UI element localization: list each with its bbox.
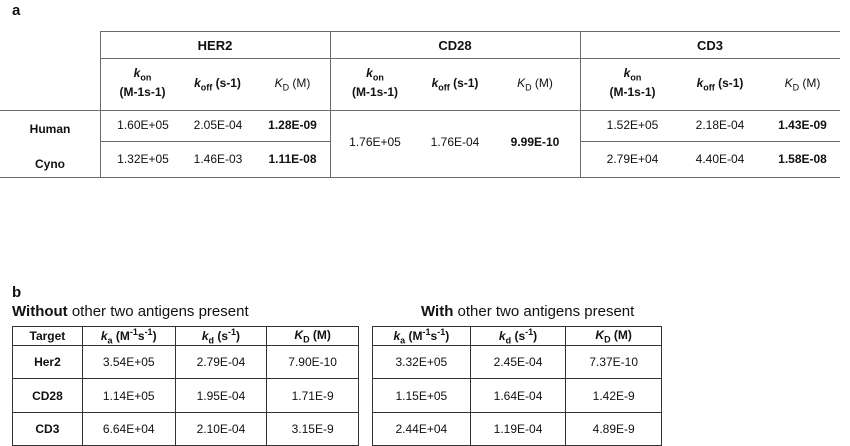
th-target: Target	[13, 327, 83, 346]
row-label-cyno: Cyno	[35, 157, 65, 171]
cd3-koff-header: $k_{off}$ (s-1)	[696, 76, 744, 93]
left-title-rest: other two antigens present	[67, 303, 249, 320]
panel-a-vline-3	[580, 31, 581, 178]
without-cd28-kd: 1.95E-04	[175, 379, 267, 413]
group-header-cd3: CD3	[696, 38, 723, 53]
target-cd3: CD3	[13, 413, 83, 446]
without-cd3-KD: 3.15E-9	[267, 413, 359, 446]
th-KD: $K_D$ (M)	[267, 327, 359, 346]
th-ka: $k_a$ $(M^{-1}s^{-1})$	[82, 327, 175, 346]
without-cd3-ka: 6.64E+04	[82, 413, 175, 446]
panel-b-label: b	[12, 284, 22, 301]
her2-cyno-koff: 1.46E-03	[193, 152, 243, 166]
cd28-kd-header: $K_D$ (M)	[517, 76, 553, 93]
table-with-header	[373, 327, 662, 346]
th-KD-with: $K_D$ (M)	[566, 327, 662, 346]
table-row	[13, 379, 359, 413]
target-her2: Her2	[13, 346, 83, 379]
panel-a-vline-2	[330, 31, 331, 178]
cd3-kon-header: $k_{on}$ (M-1s-1)	[609, 66, 656, 100]
without-her2-kd: 2.79E-04	[175, 346, 267, 379]
th-ka-with: $k_a$ $(M^{-1}s^{-1})$	[373, 327, 471, 346]
without-cd28-KD: 1.71E-9	[267, 379, 359, 413]
with-cd3-KD: 4.89E-9	[566, 413, 662, 446]
panel-a-vline-1	[100, 31, 101, 178]
cd28-koff: 1.76E-04	[430, 135, 480, 149]
with-cd3-ka: 2.44E+04	[373, 413, 471, 446]
with-her2-ka: 3.32E+05	[373, 346, 471, 379]
her2-cyno-kon: 1.32E+05	[117, 152, 169, 166]
her2-human-kd: 1.28E-09	[268, 118, 317, 132]
cd3-cyno-kon: 2.79E+04	[606, 152, 659, 166]
panel-a-header-rule	[0, 110, 840, 111]
right-title-bold: With	[421, 303, 454, 320]
her2-kd-header: $K_D$ (M)	[274, 76, 311, 93]
target-cd28: CD28	[13, 379, 83, 413]
without-cd3-kd: 2.10E-04	[175, 413, 267, 446]
panel-a-label: a	[12, 2, 21, 19]
cd3-human-koff: 2.18E-04	[695, 118, 745, 132]
cd3-human-kd: 1.43E-09	[778, 118, 827, 132]
th-kd: $k_d$ $(s^{-1})$	[175, 327, 267, 346]
table-with	[372, 326, 662, 446]
without-her2-KD: 7.90E-10	[267, 346, 359, 379]
cd28-koff-header: $k_{off}$ (s-1)	[431, 76, 479, 93]
panel-a-group-rule	[100, 58, 840, 59]
with-cd28-ka: 1.15E+05	[373, 379, 471, 413]
with-her2-KD: 7.37E-10	[566, 346, 662, 379]
table-row	[373, 379, 662, 413]
her2-human-koff: 2.05E-04	[193, 118, 243, 132]
cd3-cyno-kd: 1.58E-08	[778, 152, 827, 166]
with-cd28-kd: 1.64E-04	[470, 379, 566, 413]
right-title-rest: other two antigens present	[453, 303, 635, 320]
without-her2-ka: 3.54E+05	[82, 346, 175, 379]
with-cd28-KD: 1.42E-9	[566, 379, 662, 413]
table-row	[13, 346, 359, 379]
panel-a-row-rule-left	[100, 141, 330, 142]
panel-a-bottom-rule	[0, 177, 840, 178]
table-without-header	[13, 327, 359, 346]
table-row	[373, 413, 662, 446]
with-cd3-kd: 1.19E-04	[470, 413, 566, 446]
left-title-bold: Without	[12, 303, 68, 320]
panel-a-row-rule-right	[580, 141, 840, 142]
table-row	[373, 346, 662, 379]
cd3-human-kon: 1.52E+05	[606, 118, 659, 132]
cd3-kd-header: $K_D$ (M)	[784, 76, 821, 93]
cd28-kon: 1.76E+05	[349, 135, 401, 149]
her2-koff-header: $k_{off}$ (s-1)	[194, 76, 241, 93]
row-label-human: Human	[29, 122, 71, 136]
th-kd-with: $k_d$ $(s^{-1})$	[470, 327, 566, 346]
without-cd28-ka: 1.14E+05	[82, 379, 175, 413]
group-header-her2: HER2	[197, 38, 233, 53]
panel-b-right-title	[421, 303, 634, 320]
panel-b-left-title	[12, 303, 249, 320]
table-row	[13, 413, 359, 446]
her2-kon-header: $k_{on}$ (M-1s-1)	[119, 66, 166, 100]
her2-cyno-kd: 1.11E-08	[268, 152, 317, 166]
cd28-kon-header: $k_{on}$ (M-1s-1)	[351, 66, 398, 100]
cd3-cyno-koff: 4.40E-04	[695, 152, 745, 166]
panel-a-top-rule	[100, 31, 840, 32]
her2-human-kon: 1.60E+05	[117, 118, 169, 132]
group-header-cd28: CD28	[438, 38, 472, 53]
with-her2-kd: 2.45E-04	[470, 346, 566, 379]
cd28-kd: 9.99E-10	[510, 135, 560, 149]
table-without	[12, 326, 359, 446]
